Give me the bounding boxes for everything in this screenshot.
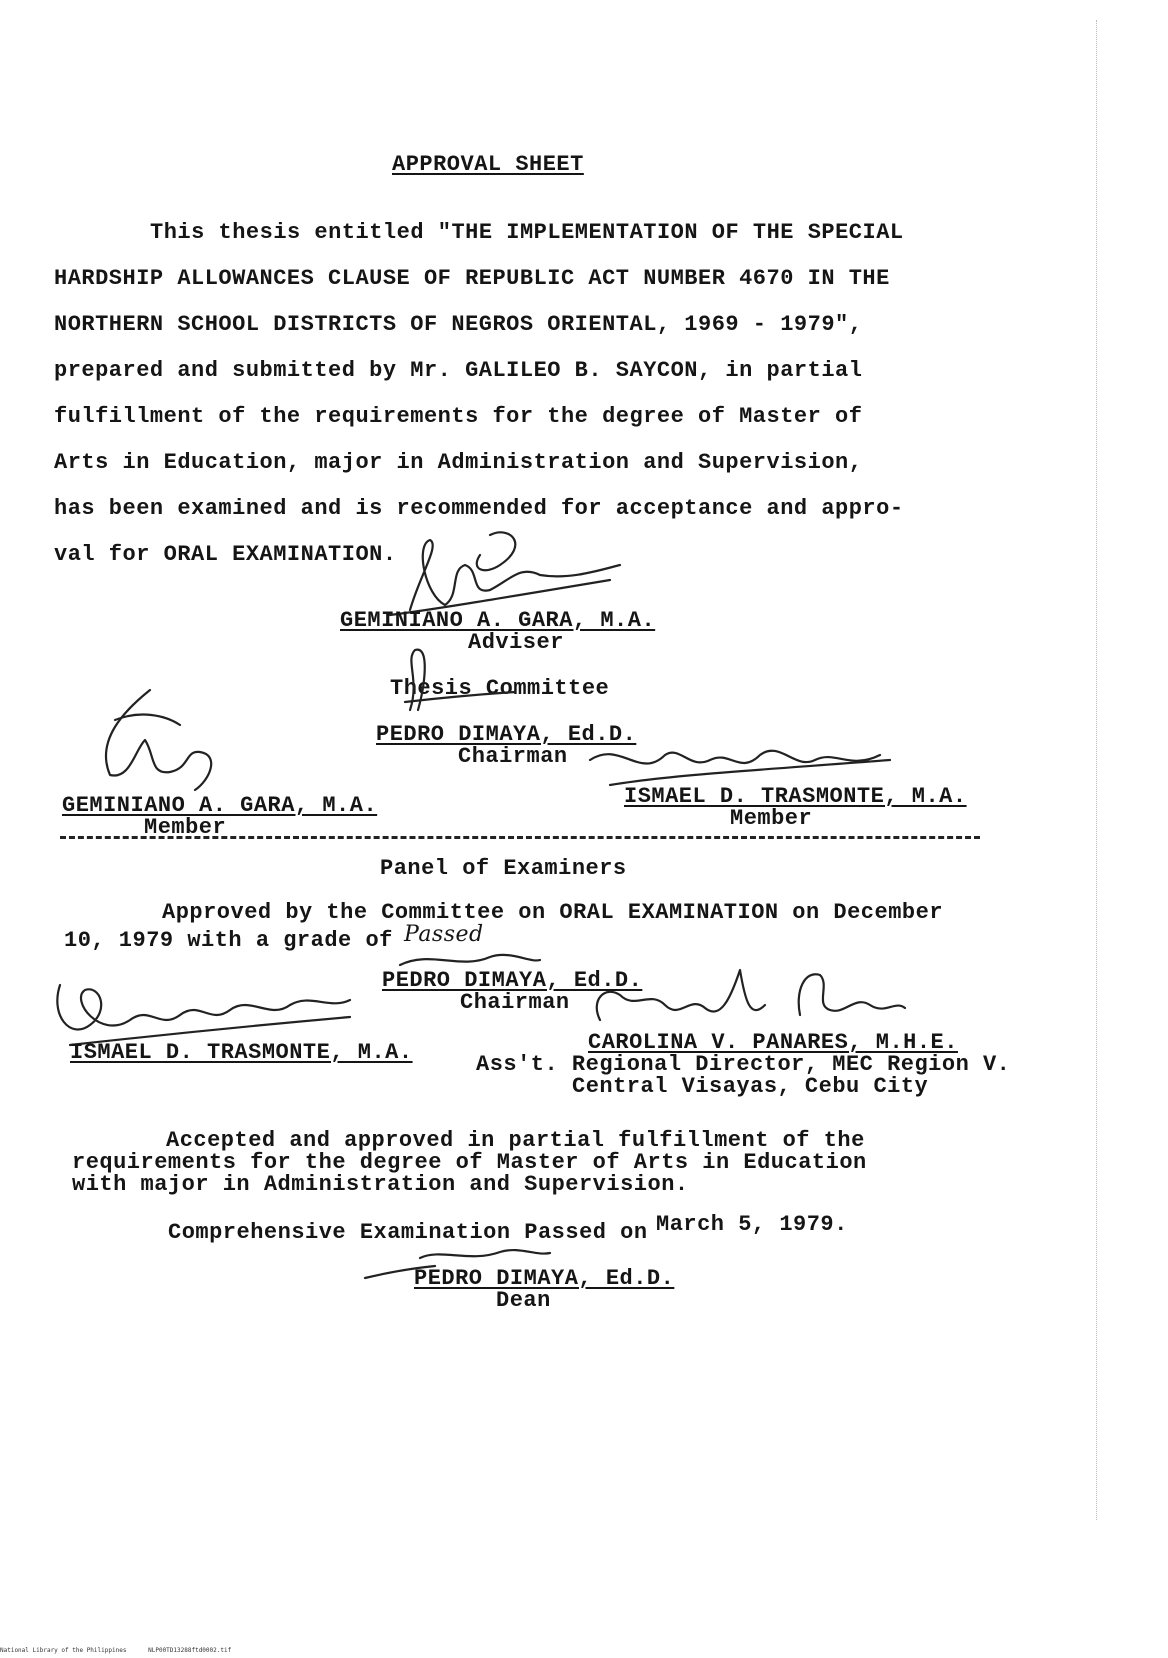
approval-line-2: 10, 1979 with a grade of [64,928,393,953]
acceptance-line-2: requirements for the degree of Master of Arts in Education [72,1150,867,1175]
page-title: APPROVAL SHEET [392,152,584,177]
panel-heading: Panel of Examiners [380,856,627,881]
panel-member-right-title-2: Central Visayas, Cebu City [572,1074,929,1099]
grade-handwritten: Passed [404,922,484,947]
committee-member-left-role: Member [144,815,227,840]
body-line-4: prepared and submitted by Mr. GALILEO B. SAYCON, in partial [54,358,863,383]
panel-chairman-name: PEDRO DIMAYA, Ed.D. [382,968,643,993]
body-line-5: fulfillment of the requirements for the degree of Master of [54,404,863,429]
panel-member-right-name: CAROLINA V. PANARES, M.H.E. [588,1030,958,1055]
scan-edge-marks [1096,20,1097,1520]
committee-chairman-name: PEDRO DIMAYA, Ed.D. [376,722,637,747]
adviser-name: GEMINIANO A. GARA, M.A. [340,608,656,633]
panel-member-right-signature [580,960,910,1040]
body-line-1: This thesis entitled "THE IMPLEMENTATION OF THE SPECIAL [150,220,904,245]
comprehensive-text: Comprehensive Examination Passed on [168,1220,648,1245]
committee-chairman-role: Chairman [458,744,568,769]
committee-member-right-name: ISMAEL D. TRASMONTE, M.A. [624,784,967,809]
dean-name: PEDRO DIMAYA, Ed.D. [414,1266,675,1291]
panel-chairman-role: Chairman [460,990,570,1015]
scan-footer [0,1647,231,1654]
body-line-7: has been examined and is recommended for acceptance and appro- [54,496,904,521]
committee-member-left-name: GEMINIANO A. GARA, M.A. [62,793,378,818]
adviser-role: Adviser [468,630,564,655]
committee-member-right-role: Member [730,806,813,831]
footer-file: NLP00TD13288ftd0002.tif [148,1647,232,1654]
panel-member-right-title-1: Ass't. Regional Director, MEC Region V. [476,1052,1011,1077]
body-line-3: NORTHERN SCHOOL DISTRICTS OF NEGROS ORIENTAL, 1969 - 1979", [54,312,863,337]
committee-member-left-signature [70,680,240,800]
panel-member-left-name: ISMAEL D. TRASMONTE, M.A. [70,1040,413,1065]
committee-chairman-signature [400,640,520,720]
footer-library: National Library of the Philippines [0,1647,127,1654]
dean-role: Dean [496,1288,551,1313]
acceptance-line-3: with major in Administration and Supervision. [72,1172,689,1197]
body-line-2: HARDSHIP ALLOWANCES CLAUSE OF REPUBLIC ACT NUMBER 4670 IN THE [54,266,890,291]
section-divider [60,836,980,839]
approval-line-1: Approved by the Committee on ORAL EXAMINATION on December [162,900,944,925]
comprehensive-date: March 5, 1979. [656,1212,848,1237]
committee-heading: Thesis Committee [390,676,610,701]
body-line-8: val for ORAL EXAMINATION. [54,542,397,567]
acceptance-line-1: Accepted and approved in partial fulfillment of the [166,1128,865,1153]
body-line-6: Arts in Education, major in Administration and Supervision, [54,450,863,475]
